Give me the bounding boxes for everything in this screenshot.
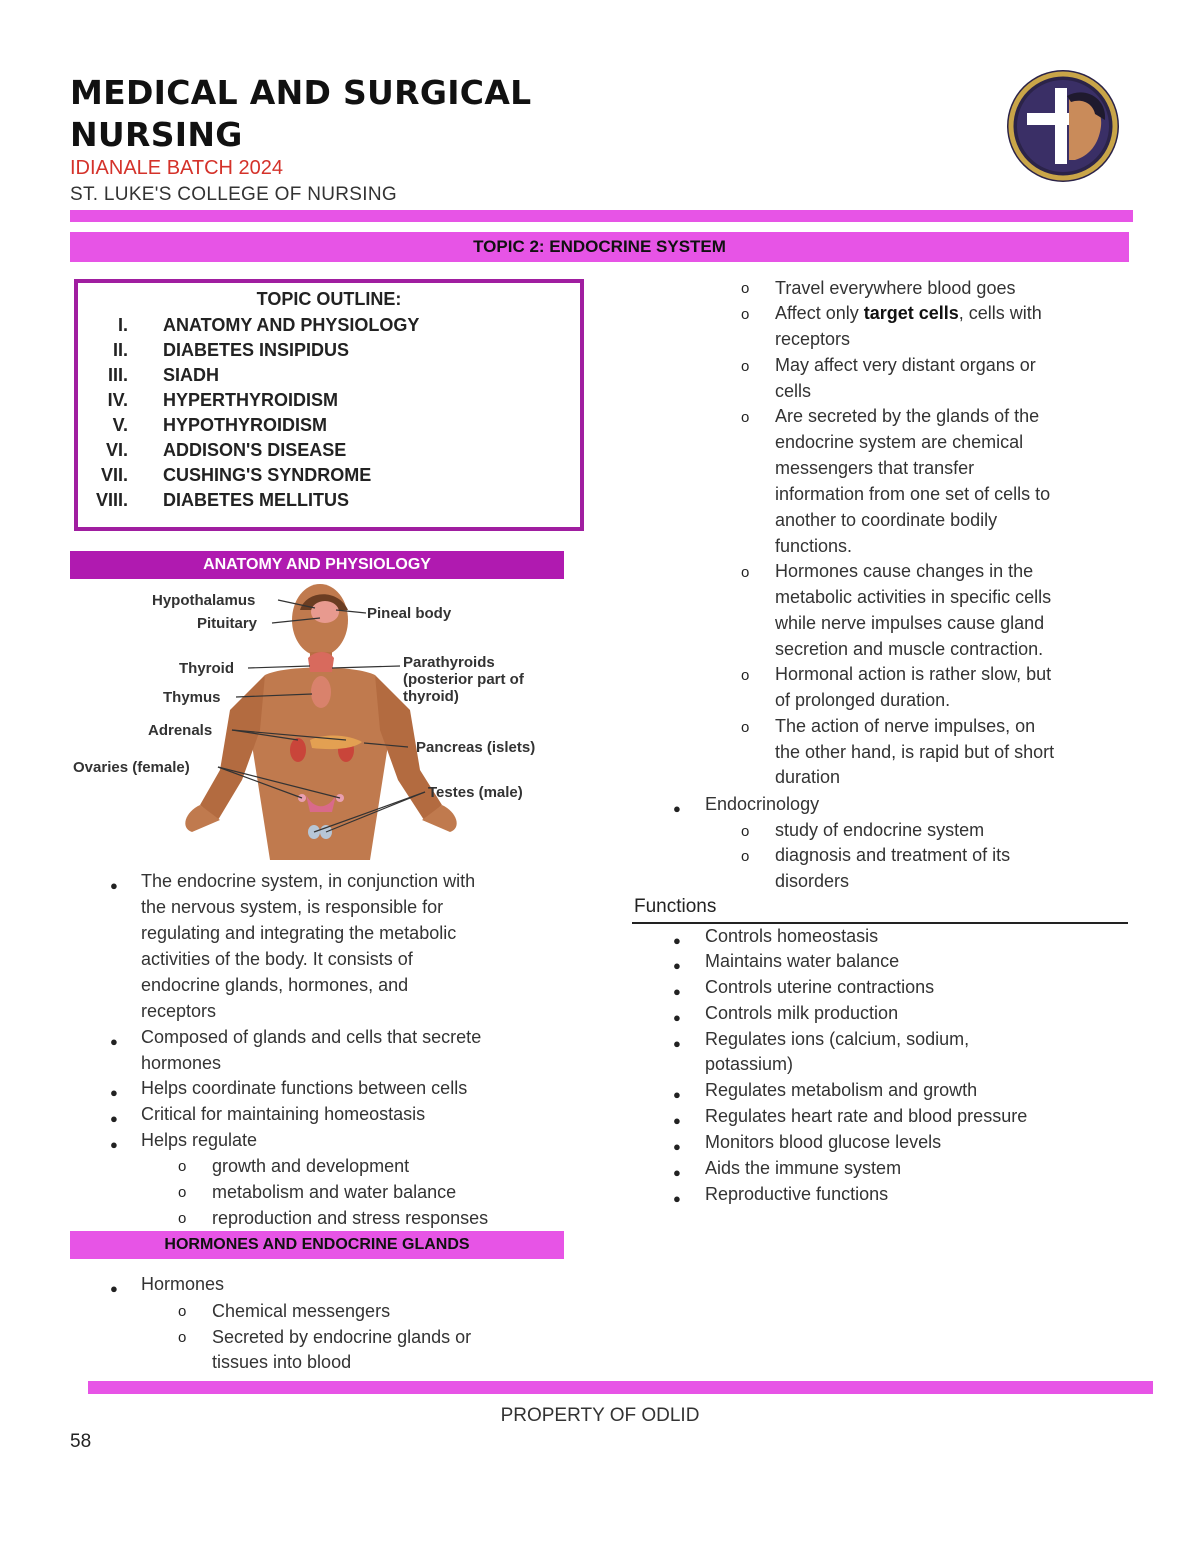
- sub-list-item: Secreted by endocrine glands or: [212, 1327, 472, 1347]
- function-item: Regulates heart rate and blood pressure: [705, 1106, 1028, 1126]
- outline-item: [78, 465, 580, 490]
- label-hypothalamus: Hypothalamus: [152, 592, 256, 609]
- sub-list-item: [775, 303, 1042, 324]
- function-item: potassium): [705, 1054, 794, 1074]
- outline-heading: TOPIC OUTLINE:: [256, 289, 402, 309]
- sub-list-item: receptors: [775, 329, 851, 349]
- outline-item-number: VII.: [100, 465, 128, 485]
- function-item: Aids the immune system: [705, 1158, 902, 1178]
- sub-list-item: disorders: [775, 871, 850, 891]
- sub-bullet-icon: o: [741, 280, 750, 297]
- sub-list-item: metabolism and water balance: [212, 1182, 457, 1202]
- bullet-icon: ●: [673, 1113, 681, 1128]
- sub-list-item: Chemical messengers: [212, 1301, 391, 1321]
- outline-item: [78, 390, 580, 415]
- function-item: Maintains water balance: [705, 951, 900, 971]
- bullet-icon: ●: [673, 933, 681, 948]
- function-item: Controls uterine contractions: [705, 977, 935, 997]
- outline-item-label: ADDISON'S DISEASE: [163, 440, 347, 460]
- section-heading-hormones: HORMONES AND ENDOCRINE GLANDS: [70, 1231, 564, 1259]
- sub-list-item: reproduction and stress responses: [212, 1208, 489, 1228]
- text-run: Affect only: [775, 303, 864, 323]
- function-item: Controls homeostasis: [705, 926, 879, 946]
- header-divider-bar: [70, 210, 1133, 222]
- sub-list-item: the other hand, is rapid but of short: [775, 742, 1055, 762]
- sub-list-item: Are secreted by the glands of the: [775, 406, 1040, 426]
- sub-list-item: Travel everywhere blood goes: [775, 278, 1016, 298]
- list-item: The endocrine system, in conjunction with: [141, 871, 476, 891]
- list-item: activities of the body. It consists of: [141, 949, 413, 969]
- functions-underline: [632, 922, 1128, 924]
- outline-item: [78, 440, 580, 465]
- sub-bullet-icon: o: [741, 564, 750, 581]
- list-item: regulating and integrating the metabolic: [141, 923, 457, 943]
- outline-item: [78, 365, 580, 390]
- function-item: Reproductive functions: [705, 1184, 889, 1204]
- list-item: hormones: [141, 1053, 222, 1073]
- sub-list-item: functions.: [775, 536, 853, 556]
- outline-item: [78, 315, 580, 340]
- outline-item-label: CUSHING'S SYNDROME: [163, 465, 372, 485]
- function-item: Regulates ions (calcium, sodium,: [705, 1029, 970, 1049]
- outline-item-label: HYPERTHYROIDISM: [163, 390, 339, 410]
- sub-list-item: Hormonal action is rather slow, but: [775, 664, 1052, 684]
- list-item: Critical for maintaining homeostasis: [141, 1104, 426, 1124]
- sub-list-item: another to coordinate bodily: [775, 510, 998, 530]
- label-pancreas: Pancreas (islets): [416, 739, 536, 756]
- batch-label: IDIANALE BATCH 2024: [70, 157, 284, 179]
- label-parathyroids-line-3: thyroid): [403, 688, 459, 705]
- label-ovaries: Ovaries (female): [73, 759, 190, 776]
- sub-bullet-icon: o: [741, 409, 750, 426]
- document-title: [70, 72, 630, 156]
- sub-bullet-icon: o: [178, 1184, 187, 1201]
- outline-item-label: HYPOTHYROIDISM: [163, 415, 328, 435]
- sub-bullet-icon: o: [741, 719, 750, 736]
- list-item: the nervous system, is responsible for: [141, 897, 444, 917]
- sub-list-item: secretion and muscle contraction.: [775, 639, 1044, 659]
- bullet-icon: ●: [110, 1137, 118, 1152]
- bullet-icon: ●: [673, 1191, 681, 1206]
- list-item: endocrine glands, hormones, and: [141, 975, 409, 995]
- label-pituitary: Pituitary: [197, 615, 258, 632]
- bullet-icon: ●: [110, 878, 118, 893]
- bullet-icon: ●: [673, 1165, 681, 1180]
- sub-list-item: tissues into blood: [212, 1352, 352, 1372]
- list-item: Composed of glands and cells that secrete: [141, 1027, 482, 1047]
- bullet-icon: ●: [673, 958, 681, 973]
- sub-bullet-icon: o: [741, 823, 750, 840]
- section-heading-anatomy: ANATOMY AND PHYSIOLOGY: [70, 551, 564, 579]
- functions-heading: Functions: [634, 896, 717, 917]
- label-thymus: Thymus: [163, 689, 221, 706]
- outline-item-number: II.: [112, 340, 128, 360]
- outline-item-number: IV.: [107, 390, 128, 410]
- bullet-icon: ●: [673, 1010, 681, 1025]
- sub-list-item: metabolic activities in specific cells: [775, 587, 1052, 607]
- bullet-icon: ●: [110, 1085, 118, 1100]
- bullet-icon: ●: [110, 1034, 118, 1049]
- outline-item-number: I.: [117, 315, 128, 335]
- label-parathyroids-line-2: (posterior part of: [403, 671, 524, 688]
- sub-bullet-icon: o: [178, 1329, 187, 1346]
- page-number: 58: [70, 1431, 92, 1452]
- outline-item: [78, 340, 580, 365]
- list-item: Endocrinology: [705, 794, 820, 814]
- bullet-icon: ●: [673, 984, 681, 999]
- function-item: Controls milk production: [705, 1003, 899, 1023]
- sub-list-item: of prolonged duration.: [775, 690, 951, 710]
- sub-bullet-icon: o: [741, 306, 750, 323]
- outline-item-number: VI.: [105, 440, 128, 460]
- sub-list-item: diagnosis and treatment of its: [775, 845, 1011, 865]
- outline-item: [78, 415, 580, 440]
- emphasis-target-cells: target cells: [863, 303, 959, 323]
- endocrine-glands-diagram: [70, 580, 570, 865]
- label-thyroid: Thyroid: [179, 660, 234, 677]
- list-item: Helps coordinate functions between cells: [141, 1078, 468, 1098]
- outline-item-label: ANATOMY AND PHYSIOLOGY: [163, 315, 420, 335]
- sub-list-item: information from one set of cells to: [775, 484, 1051, 504]
- sub-list-item: messengers that transfer: [775, 458, 975, 478]
- college-seal-logo: [1005, 68, 1121, 184]
- label-testes: Testes (male): [428, 784, 523, 801]
- sub-list-item: growth and development: [212, 1156, 410, 1176]
- title-line-1: MEDICAL AND SURGICAL: [70, 73, 532, 112]
- outline-item: [78, 490, 580, 515]
- sub-list-item: Hormones cause changes in the: [775, 561, 1034, 581]
- sub-bullet-icon: o: [741, 848, 750, 865]
- bullet-icon: ●: [673, 1036, 681, 1051]
- sub-list-item: The action of nerve impulses, on: [775, 716, 1036, 736]
- footer-divider-bar: [88, 1381, 1153, 1394]
- college-label: ST. LUKE'S COLLEGE OF NURSING: [70, 184, 397, 205]
- label-parathyroids: Parathyroids: [403, 654, 495, 671]
- outline-item-label: DIABETES MELLITUS: [163, 490, 350, 510]
- sub-list-item: cells: [775, 381, 812, 401]
- sub-bullet-icon: o: [741, 667, 750, 684]
- function-item: Regulates metabolism and growth: [705, 1080, 978, 1100]
- label-adrenals: Adrenals: [148, 722, 213, 739]
- topic-title-banner: TOPIC 2: ENDOCRINE SYSTEM: [70, 232, 1129, 262]
- topic-outline-box: [74, 279, 584, 531]
- list-item: Hormones: [141, 1274, 225, 1294]
- sub-bullet-icon: o: [178, 1303, 187, 1320]
- list-item: Helps regulate: [141, 1130, 258, 1150]
- list-item: receptors: [141, 1001, 217, 1021]
- sub-bullet-icon: o: [178, 1210, 187, 1227]
- outline-item-number: III.: [107, 365, 128, 385]
- bullet-icon: ●: [110, 1111, 118, 1126]
- sub-list-item: endocrine system are chemical: [775, 432, 1024, 452]
- outline-item-label: SIADH: [163, 365, 220, 385]
- sub-list-item: duration: [775, 767, 841, 787]
- text-run: , cells with: [958, 303, 1042, 323]
- sub-list-item: while nerve impulses cause gland: [775, 613, 1045, 633]
- bullet-icon: ●: [110, 1281, 118, 1296]
- bullet-icon: ●: [673, 1139, 681, 1154]
- sub-bullet-icon: o: [741, 358, 750, 375]
- function-item: Monitors blood glucose levels: [705, 1132, 942, 1152]
- bullet-icon: ●: [673, 1087, 681, 1102]
- outline-item-number: V.: [112, 415, 128, 435]
- sub-list-item: May affect very distant organs or: [775, 355, 1036, 375]
- bullet-icon: ●: [673, 801, 681, 816]
- outline-item-number: VIII.: [95, 490, 128, 510]
- title-line-2: NURSING: [70, 115, 243, 154]
- footer-text: PROPERTY OF ODLID: [500, 1405, 700, 1426]
- sub-list-item: study of endocrine system: [775, 820, 985, 840]
- sub-bullet-icon: o: [178, 1158, 187, 1175]
- outline-item-label: DIABETES INSIPIDUS: [163, 340, 350, 360]
- label-pineal-body: Pineal body: [367, 605, 452, 622]
